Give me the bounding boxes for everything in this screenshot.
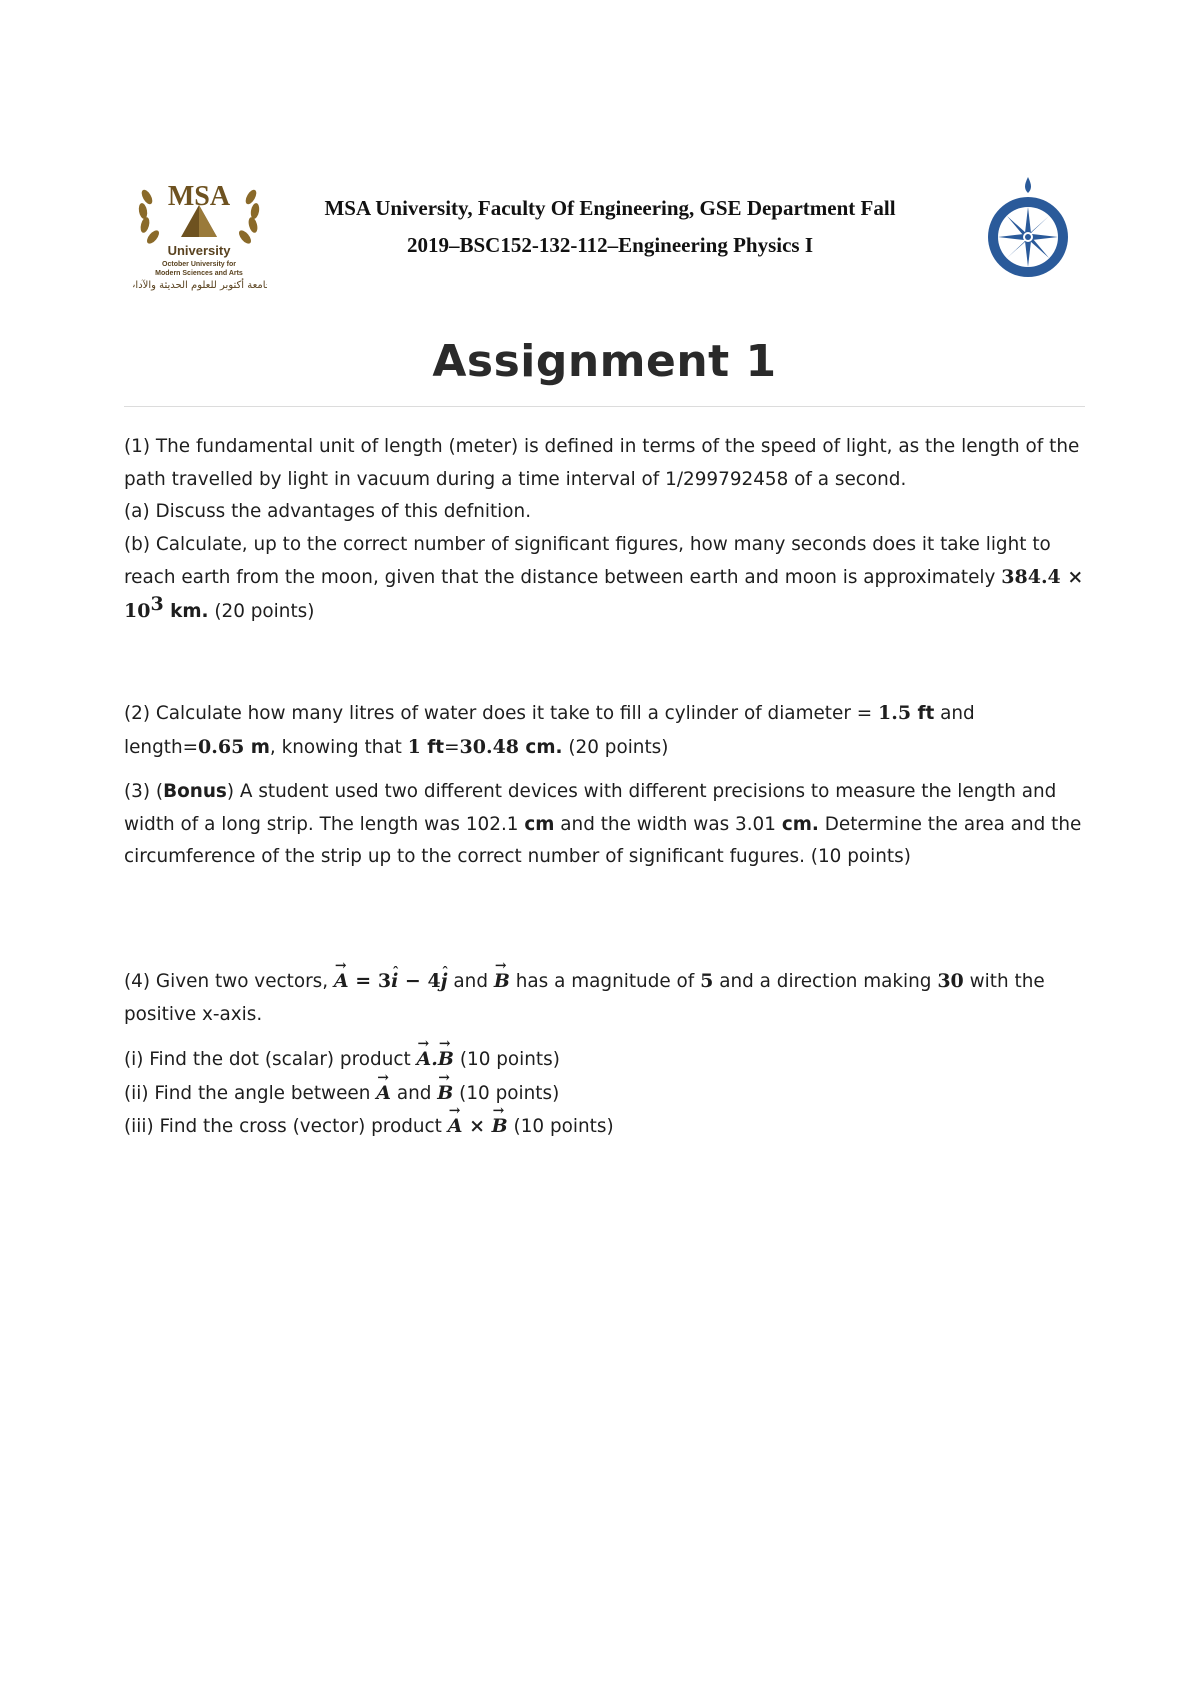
question-4-four: 4	[427, 970, 441, 992]
dot-operator: .	[431, 1048, 438, 1070]
question-4-three: 3	[377, 970, 392, 992]
msa-logo-text: MSA	[167, 181, 231, 212]
question-3-text	[124, 776, 1085, 874]
msa-logo-line2: Modern Sciences and Arts	[155, 270, 243, 277]
question-3-cm-1: cm	[524, 813, 555, 835]
question-3-bonus: Bonus	[163, 781, 227, 802]
vector-a-symbol: → A	[448, 1110, 463, 1143]
question-2-points: (20 points)	[562, 736, 669, 758]
question-4-text-2: and	[447, 971, 494, 992]
unit-vector-i: ˆ i	[391, 965, 398, 998]
question-2-one: 1	[407, 735, 421, 758]
vector-b-symbol: → B	[437, 1077, 453, 1110]
question-4-ii	[124, 1077, 1085, 1111]
question-1b-points: (20 points)	[208, 600, 315, 622]
university-seal-logo	[986, 175, 1070, 283]
msa-logo-line1: October University for	[162, 261, 236, 268]
question-4-minus: −	[398, 970, 428, 992]
vector-a-symbol: → A	[417, 1043, 432, 1076]
msa-logo-arabic: جامعة أكتوبر للعلوم الحديثة والآداب	[133, 280, 267, 291]
title-divider	[124, 406, 1085, 407]
question-2-cm-unit: cm.	[519, 736, 563, 758]
question-4-text-3: has a magnitude of	[509, 971, 701, 992]
question-2-equals: =	[444, 736, 460, 758]
msa-logo-subtitle: University	[167, 243, 231, 258]
question-4	[124, 965, 1085, 1144]
question-1b	[124, 529, 1085, 629]
question-1b-unit: km.	[163, 600, 209, 622]
question-4-ii-label: (ii) Find the angle between	[124, 1082, 377, 1104]
msa-university-logo	[133, 175, 267, 292]
question-4-iii-label: (iii) Find the cross (vector) product	[124, 1116, 448, 1137]
question-4-iii-points: (10 points)	[507, 1116, 614, 1137]
question-2-text-3: , knowing that	[269, 736, 408, 758]
question-3	[124, 776, 1085, 874]
question-2	[124, 697, 1085, 764]
question-4-iii	[124, 1110, 1085, 1144]
question-1b-exponent: 3	[150, 592, 164, 615]
question-4-i-points: (10 points)	[453, 1049, 560, 1070]
course-header-line1: MSA University, Faculty Of Engineering, GSE Department Fall	[324, 196, 896, 220]
question-2-diameter: 1.5	[878, 702, 912, 724]
question-3-cm-2: cm.	[781, 813, 819, 835]
question-4-ii-points: (10 points)	[453, 1082, 560, 1104]
question-4-magnitude: 5	[700, 970, 714, 992]
question-2-text	[124, 697, 1085, 764]
question-4-text-4: and a direction making	[713, 971, 938, 992]
vector-a-symbol: → A	[334, 965, 349, 998]
vector-b-symbol: → B	[492, 1110, 508, 1143]
course-header-title	[278, 190, 942, 264]
question-4-angle: 30	[937, 970, 964, 992]
vector-a-symbol: → A	[376, 1077, 391, 1110]
question-3-text-3: Determine the area and the circumference of the strip up to the correct number of significant fugures. (10 points)	[124, 813, 1082, 867]
question-2-ft-unit: ft	[911, 703, 935, 724]
question-4-i-label: (i) Find the dot (scalar) product	[124, 1049, 417, 1070]
question-3-open: (3) (	[124, 781, 164, 802]
question-2-text-1: (2) Calculate how many litres of water does it take to fill a cylinder of diameter =	[124, 703, 878, 724]
vector-b-symbol: → B	[438, 1043, 454, 1076]
cross-operator: ×	[462, 1115, 492, 1137]
question-4-text-1: (4) Given two vectors,	[124, 971, 334, 992]
question-1	[124, 431, 1085, 628]
unit-vector-j: ˆ j	[441, 965, 448, 998]
question-2-m-unit: m	[244, 736, 270, 758]
course-header-line2: 2019–BSC152-132-112–Engineering Physics I	[406, 233, 814, 257]
question-1b-value: 384.4 × 10	[124, 566, 1084, 622]
vector-b-symbol: → B	[494, 965, 510, 998]
question-3-text-1: ) A student used two different devices with different precisions to measure the length and width of a long strip. The length was 102.1	[124, 781, 1057, 835]
question-1a: (a) Discuss the advantages of this defnition.	[124, 501, 532, 522]
page-title: Assignment 1	[432, 336, 777, 387]
question-2-text-2: and length=	[124, 703, 975, 758]
question-1-intro: (1) The fundamental unit of length (meter) is defined in terms of the speed of light, as the length of the path travelled by light in vacuum during a time interval of 1/299792458 of a second.	[124, 436, 1080, 490]
question-1b-text: (b) Calculate, up to the correct number of significant figures, how many seconds does it take light to reach earth from the moon, given that the distance between earth and moon is approximately	[124, 533, 1051, 588]
document-header	[0, 160, 1200, 300]
question-4-equals: =	[348, 970, 378, 992]
question-4-text-5: with the positive x-axis.	[124, 971, 1045, 1025]
question-4-text	[124, 965, 1085, 1031]
question-2-length: 0.65	[198, 735, 245, 758]
question-3-text-2: and the width was 3.01	[554, 813, 782, 835]
question-4-ii-and: and	[390, 1082, 438, 1104]
question-4-i	[124, 1043, 1085, 1077]
question-2-ft-unit-2: ft	[420, 736, 445, 758]
question-2-conversion: 30.48	[459, 735, 520, 758]
